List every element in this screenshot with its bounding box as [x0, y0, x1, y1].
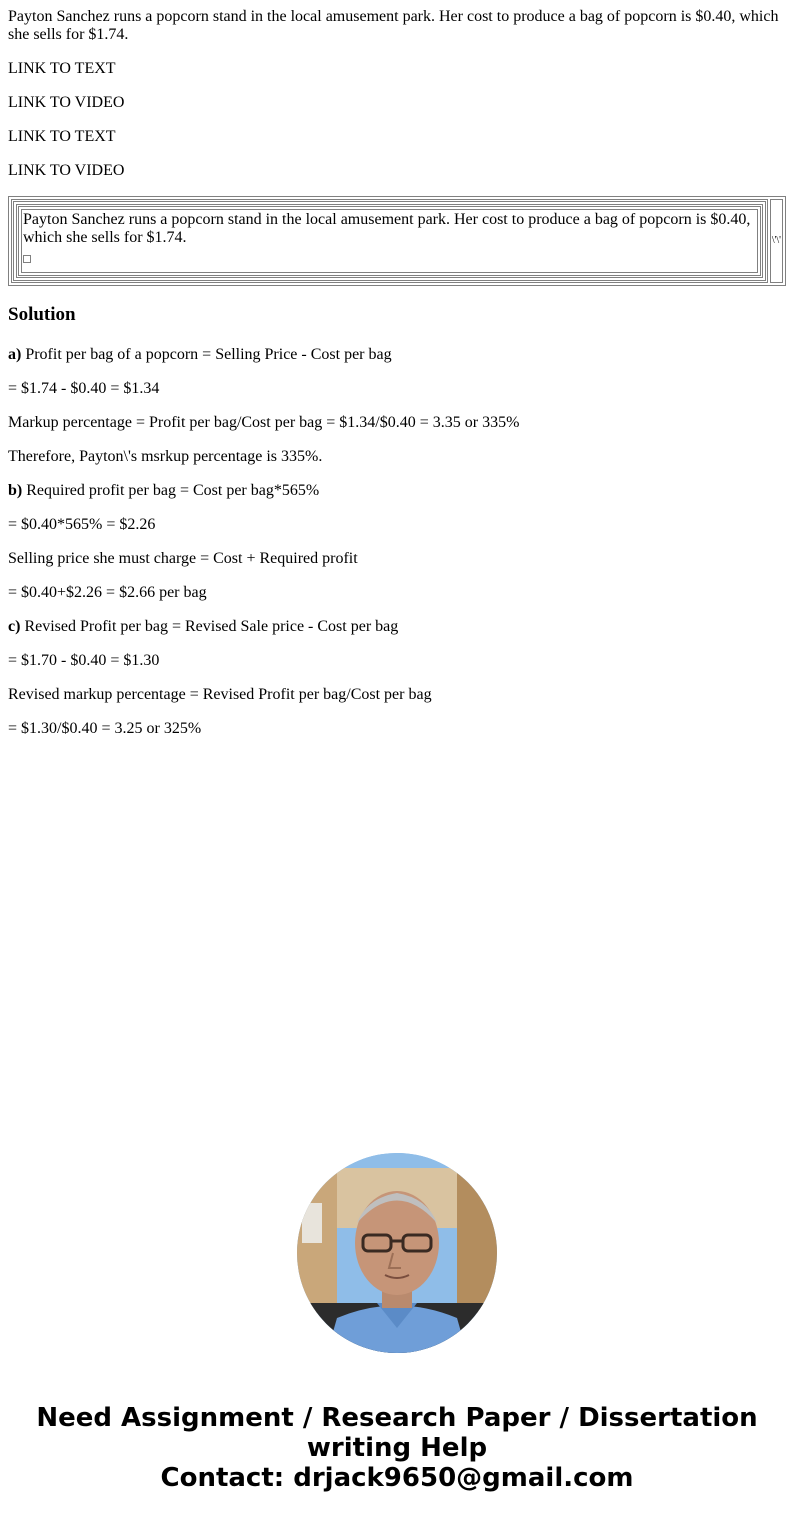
- question-box-inner2: [18, 206, 761, 276]
- part-a-label: a): [8, 346, 22, 363]
- question-box-main-cell: [11, 199, 768, 283]
- part-c-label: c): [8, 618, 21, 635]
- promo-banner: [0, 1403, 794, 1493]
- link-to-text-2[interactable]: LINK TO TEXT: [8, 128, 116, 145]
- solution-c-line1: c) Revised Profit per bag = Revised Sale price - Cost per bag: [8, 618, 399, 635]
- question-box-text: Payton Sanchez runs a popcorn stand in the local amusement park. Her cost to produce a bag of popcorn is $0.40, which she sells for $1.74.: [23, 211, 751, 246]
- link-to-text-1[interactable]: LINK TO TEXT: [8, 60, 116, 77]
- solution-b-line4: = $0.40+$2.26 = $2.66 per bag: [8, 584, 207, 601]
- solution-b-line3: Selling price she must charge = Cost + Required profit: [8, 550, 358, 567]
- solution-c-line2: = $1.70 - $0.40 = $1.30: [8, 652, 160, 669]
- link-to-video-2[interactable]: LINK TO VIDEO: [8, 162, 125, 179]
- avatar-portrait-icon: [297, 1153, 497, 1353]
- link-to-video-1[interactable]: LINK TO VIDEO: [8, 94, 125, 111]
- solution-a-line4: Therefore, Payton\'s msrkup percentage is 335%.: [8, 448, 323, 465]
- solution-a-line3: Markup percentage = Profit per bag/Cost per bag = $1.34/$0.40 = 3.35 or 335%: [8, 414, 520, 431]
- avatar: [297, 1153, 497, 1353]
- question-box-side-cell: \'\': [770, 199, 783, 283]
- promo-line-1: Need Assignment / Research Paper / Dissertation: [36, 1403, 758, 1433]
- solution-a-line2: = $1.74 - $0.40 = $1.34: [8, 380, 160, 397]
- part-b-label: b): [8, 482, 23, 499]
- solution-a-line1: a) Profit per bag of a popcorn = Selling Price - Cost per bag: [8, 346, 392, 363]
- promo-line-2: writing Help: [306, 1433, 488, 1463]
- question-intro: Payton Sanchez runs a popcorn stand in the local amusement park. Her cost to produce a bag of popcorn is $0.40, which she sells for $1.74.: [8, 8, 779, 43]
- solution-b-line1: b) Required profit per bag = Cost per bag*565%: [8, 482, 320, 499]
- page-content: [0, 0, 794, 738]
- solution-c-line3: Revised markup percentage = Revised Profit per bag/Cost per bag: [8, 686, 432, 703]
- solution-b-line2: = $0.40*565% = $2.26: [8, 516, 156, 533]
- question-box: [8, 196, 786, 286]
- solution-c-line4: = $1.30/$0.40 = 3.25 or 325%: [8, 720, 202, 737]
- question-box-inner: [13, 201, 766, 281]
- broken-image-icon: [23, 255, 31, 263]
- promo-contact[interactable]: Contact: drjack9650@gmail.com: [160, 1463, 634, 1493]
- solution-heading: Solution: [8, 304, 76, 325]
